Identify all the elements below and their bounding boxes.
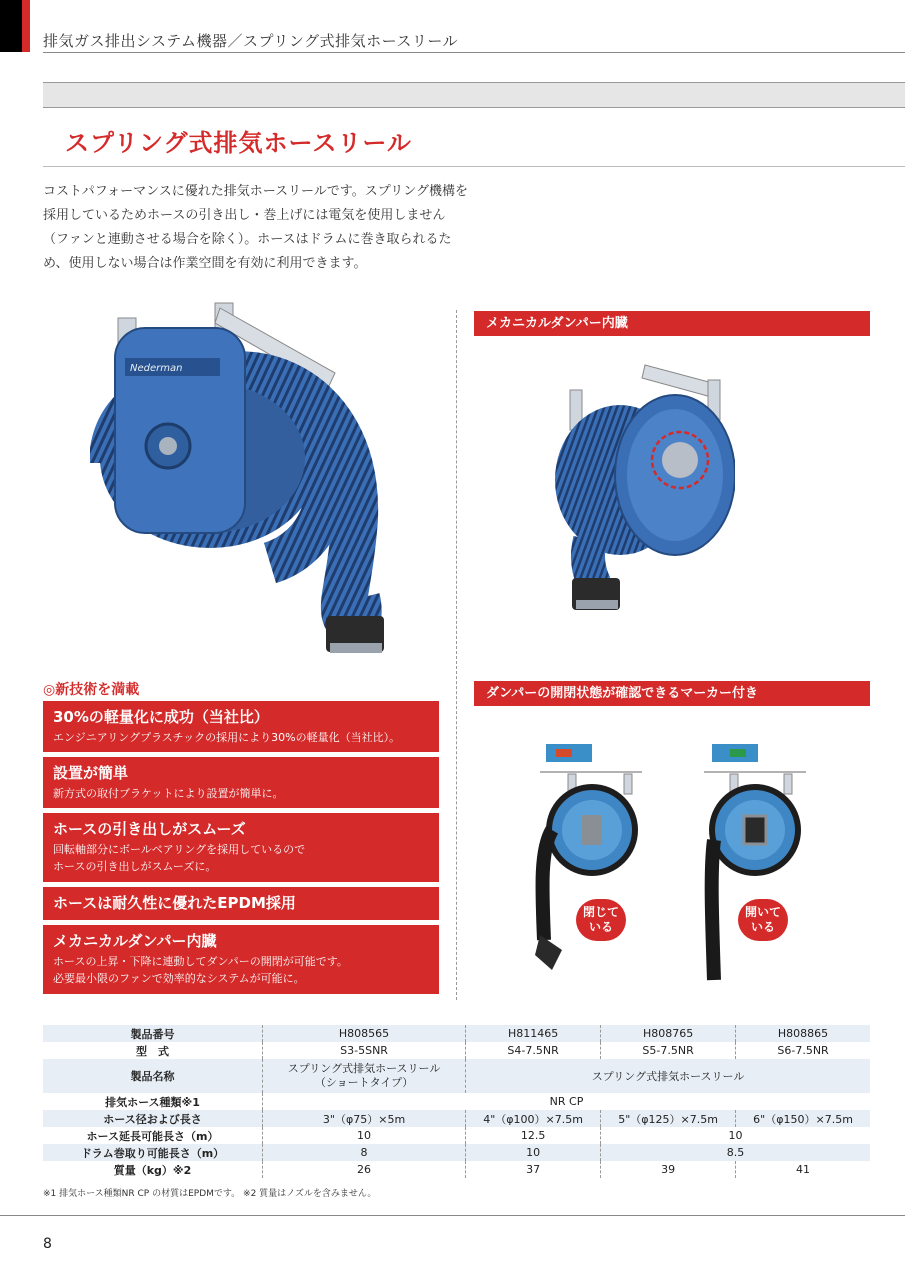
closed-label-badge: 閉じて いる bbox=[576, 899, 626, 941]
hose-reel-image bbox=[90, 298, 420, 663]
spec-table bbox=[43, 1025, 870, 1178]
feature-easy-install: 設置が簡単 新方式の取付ブラケットにより設置が簡単に。 bbox=[43, 757, 439, 808]
breadcrumb: 排気ガス排出システム機器／スプリング式排気ホースリール bbox=[43, 32, 459, 50]
footnote: ※1 排気ホース種類NR CP の材質はEPDMです。 ※2 質量はノズルを含みません。 bbox=[43, 1189, 377, 1199]
feature-damper: メカニカルダンパー内臓 ホースの上昇・下降に連動してダンパーの開閉が可能です。 必要最小限のファンで効率的なシステムが可能に。 bbox=[43, 925, 439, 994]
damper-closed-image bbox=[530, 740, 650, 985]
table-row: 製品番号 H808565 H811465 H808765 H808865 bbox=[43, 1025, 870, 1042]
gray-band bbox=[43, 82, 905, 108]
table-row: ドラム巻取り可能長さ（m） 8 10 8.5 bbox=[43, 1144, 870, 1161]
table-row: 製品名称 スプリング式排気ホースリール （ショートタイプ） スプリング式排気ホースリール bbox=[43, 1059, 870, 1093]
header-accent-tab bbox=[0, 0, 30, 52]
features-heading: ◎新技術を満載 bbox=[43, 682, 140, 698]
footer-divider bbox=[0, 1215, 905, 1216]
table-row: 質量（kg）※2 26 37 39 41 bbox=[43, 1161, 870, 1178]
table-row: ホース延長可能長さ（m） 10 12.5 10 bbox=[43, 1127, 870, 1144]
title-divider bbox=[43, 166, 905, 167]
intro-paragraph: コストパフォーマンスに優れた排気ホースリールです。スプリング機構を採用しているためホースの引き出し・巻上げには電気を使用しません（ファンと連動させる場合を除く）。ホースはドラムに巻き取られるため、使用しない場合は作業空間を有効に利用できます。 bbox=[43, 184, 468, 271]
table-row: 排気ホース種類※1 NR CP bbox=[43, 1093, 870, 1110]
feature-lightweight: 30%の軽量化に成功（当社比） エンジニアリングプラスチックの採用により30%の軽量化（当社比）。 bbox=[43, 701, 439, 752]
damper-reel-image bbox=[550, 360, 735, 620]
page-number: 8 bbox=[43, 1236, 52, 1252]
feature-smooth-pull: ホースの引き出しがスムーズ 回転軸部分にボールベアリングを採用しているので ホースの引き出しがスムーズに。 bbox=[43, 813, 439, 882]
marker-section-header: ダンパーの開閉状態が確認できるマーカー付き bbox=[474, 681, 870, 706]
column-divider bbox=[456, 310, 457, 1000]
damper-section-header: メカニカルダンパー内臓 bbox=[474, 311, 870, 336]
page-title: スプリング式排気ホースリール bbox=[65, 129, 412, 157]
table-row: ホース径および長さ 3"（φ75）×5m 4"（φ100）×7.5m 5"（φ125）×7.5m 6"（φ150）×7.5m bbox=[43, 1110, 870, 1127]
reel-logo: Nederman bbox=[130, 363, 183, 374]
header-divider bbox=[43, 52, 905, 53]
open-label-badge: 開いて いる bbox=[738, 899, 788, 941]
damper-open-image bbox=[700, 740, 810, 985]
feature-epdm: ホースは耐久性に優れたEPDM採用 bbox=[43, 887, 439, 920]
table-row: 型 式 S3-5SNR S4-7.5NR S5-7.5NR S6-7.5NR bbox=[43, 1042, 870, 1059]
